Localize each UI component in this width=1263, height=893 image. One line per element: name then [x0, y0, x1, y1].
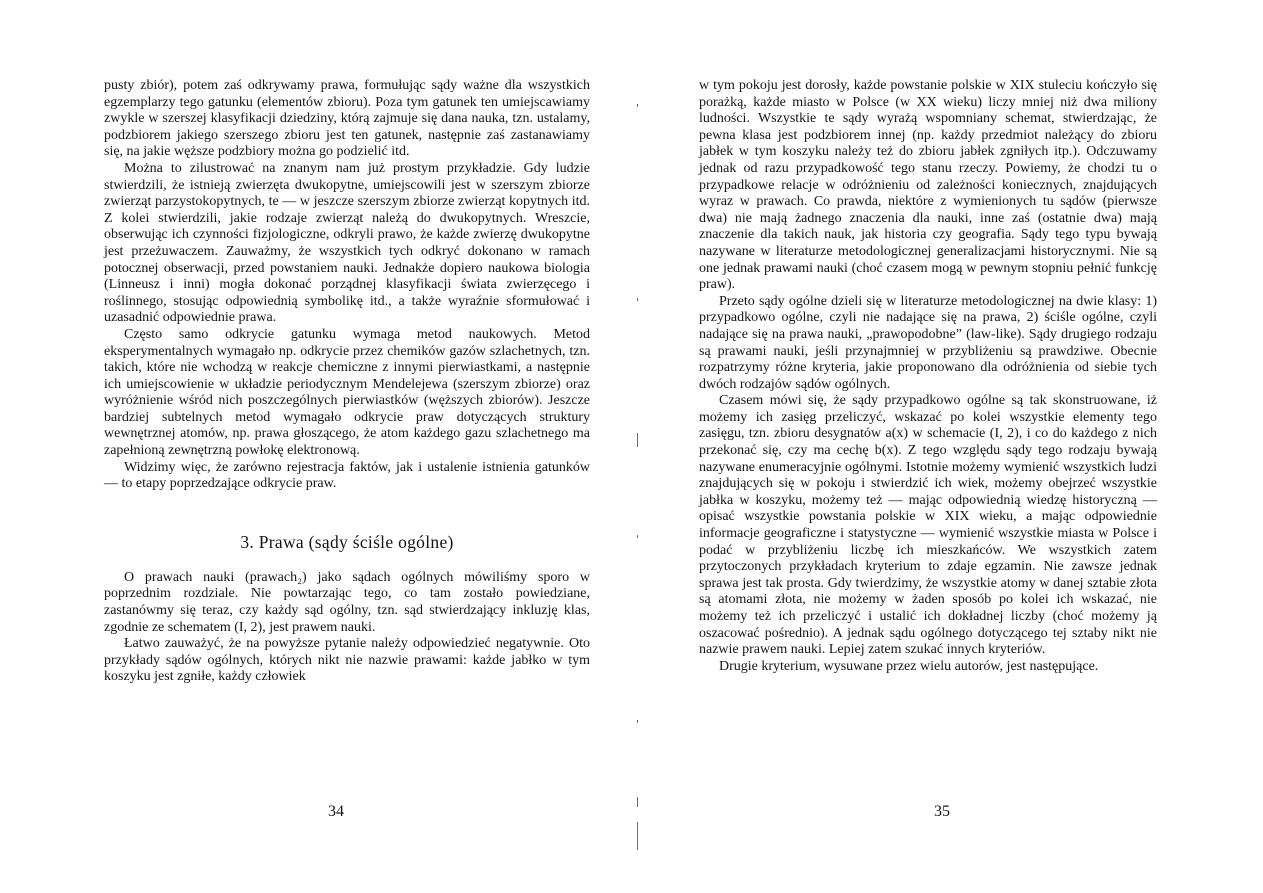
- left-page-body: [104, 78, 590, 686]
- right-paragraph-4: Drugie kryterium, wysuwane przez wielu autorów, jest następujące.: [719, 658, 1099, 674]
- gutter-line: [637, 822, 638, 850]
- left-paragraph-6: Łatwo zauważyć, że na powyższe pytanie należy odpowiedzieć negatywnie. Oto przykłady sądów ogólnych, których nikt nie nazwie prawami: każde jabłko w tym koszyku jest zgniłe, każdy człowiek: [104, 636, 590, 685]
- left-paragraph-2: Można to zilustrować na znanym nam już prostym przykładzie. Gdy ludzie stwierdzili, że istnieją zwierzęta dwukopytne, umiejscowili jest w szerszym zbiorze zwierząt parzystokopytnych, te — w jeszcze szerszym zbiorze zwierząt kopytnych itd. Z kolei stwierdzili, jakie rodzaje zwierząt należą do dwukopytnych. Wreszcie, obserwując ich czynności fizjologiczne, odkryli prawo, że każde zwierzę dwukopytne jest przeżuwaczem. Zauważmy, że wszystkich tych odkryć dokonano w ramach potocznej obserwacji, przed powstaniem nauki. Jednakże dopiero naukowa biologia (Linneusz i inni) mogła dokonać porządnej klasyfikacji świata zwierzęcego i roślinnego, stosując odpowiednią symbolikę itd., a także wyraźnie sformułować i uzasadnić odpowiednie prawa.: [104, 160, 590, 326]
- left-page: [104, 78, 590, 686]
- gutter-mark: [637, 433, 638, 447]
- gutter-mark: [637, 797, 638, 807]
- gutter-mark: [637, 104, 638, 107]
- right-page: [699, 78, 1157, 675]
- left-paragraph-4: Widzimy więc, że zarówno rejestracja faktów, jak i ustalenie istnienia gatunków — to etapy poprzedzające odkrycie praw.: [104, 459, 590, 492]
- section-heading: 3. Prawa (sądy ściśle ogólne): [240, 531, 454, 552]
- right-paragraph-3: Czasem mówi się, że sądy przypadkowo ogólne są tak skonstruowane, iż możemy ich zasięg przeliczyć, wskazać po kolei wszystkie elementy tego zasięgu, tzn. zbioru desygnatów a(x) w schemacie (I, 2), i co do każdego z nich przekonać się, czy ma cechę b(x). Z tego względu sądy tego rodzaju bywają nazywane enumeracyjnie ogólnymi. Istotnie możemy wymienić wszystkich ludzi znajdujących się w pokoju i stwierdzić ich wiek, możemy obejrzeć wszystkie jabłka w koszyku, możemy też — mając odpowiednią wiedzę historyczną — opisać wszystkie powstania polskie w XIX wieku, a mając odpowiednie informacje geograficzne i statystyczne — wymienić wszystkie miasta w Polsce i podać w przybliżeniu liczbę ich mieszkańców. We wszystkich zatem przytoczonych przykładach kryterium to zdaje egzamin. Nie zawsze jednak sprawa jest tak prosta. Gdy twierdzimy, że wszystkie atomy w danej sztabie złota są atomami złota, nie możemy w żaden sposób po kolei ich wskazać, nie możemy też ich przeliczyć i ustalić ich dokładnej liczby (choć możemy ją oszacować pośrednio). A jednak sądu ogólnego dotyczącego tej sztaby nikt nie nazwie prawem nauki. Lepiej zatem szukać innych kryteriów.: [699, 393, 1157, 658]
- left-paragraph-3: Często samo odkrycie gatunku wymaga metod naukowych. Metod eksperymentalnych wymagało np. odkrycie przez chemików gazów szlachetnych, tzn. takich, które nie wchodzą w reakcje chemiczne z innymi pierwiastkami, a następnie ich umiejscowienie w układzie periodycznym Mendelejewa (szerszym zbiorze) oraz wyróżnienie wśród nich poszczególnych pierwiastków (węższych zbiorów). Jeszcze bardziej subtelnych metod wymagało odkrycie praw dotyczących struktury wewnętrznej atomów, np. prawa głoszącego, że atom każdego gazu szlachetnego ma zapełnioną zewnętrzną powłokę elektronową.: [104, 326, 590, 459]
- left-page-number: 34: [328, 803, 344, 820]
- left-paragraph-5: O prawach nauki (prawach₂) jako sądach ogólnych mówiliśmy sporo w poprzednim rozdziale. Nie powtarzając tego, co tam zostało powiedziane, zastanówmy się teraz, czy każdy sąd ogólny, tzn. sąd stwierdzający inkluzję klas, zgodnie ze schematem (I, 2), jest prawem nauki.: [104, 569, 590, 635]
- gutter-mark: [637, 535, 638, 538]
- right-page-number: 35: [934, 803, 950, 820]
- left-paragraph-1: pusty zbiór), potem zaś odkrywamy prawa, formułując sądy ważne dla wszystkich egzemplarzy tego gatunku (elementów zbioru). Poza tym gatunek ten umiejscawiamy zwykle w szerszej klasyfikacji dziedziny, którą zajmuje się dana nauka, tzn. ustalamy, podzbiorem jakiego szerszego zbioru jest ten gatunek, następnie zaś zastanawiamy się, na jakie węższe podzbiory można go podzielić itd.: [104, 78, 590, 160]
- right-page-body: [699, 78, 1157, 675]
- right-paragraph-2: Przeto sądy ogólne dzieli się w literaturze metodologicznej na dwie klasy: 1) przypadkowo ogólne, czyli nie nadające się na prawa, 2) ściśle ogólne, czyli nadające się na prawa nauki, „prawopodobne” (law-like). Sądy drugiego rodzaju są prawami nauki, jeśli przynajmniej w przybliżeniu są prawdziwe. Obecnie rozpatrzymy różne kryteria, jakie proponowano dla odróżnienia od siebie tych dwóch rodzajów sądów ogólnych.: [699, 293, 1157, 392]
- gutter-mark: [637, 720, 638, 723]
- gutter-mark: [637, 298, 638, 301]
- right-paragraph-1: w tym pokoju jest dorosły, każde powstanie polskie w XIX stuleciu kończyło się porażką, każde miasto w Polsce (w XX wieku) liczy mniej niż dwa miliony ludności. Wszystkie te sądy wyrażą wspomniany schemat, stwierdzając, że pewna klasa jest podzbiorem innej (np. każdy przedmiot należący do zbioru jabłek w tym koszyku należy też do zbioru jabłek zgniłych itp.). Odczuwamy jednak od razu przypadkowość tego stanu rzeczy. Powiemy, że chodzi tu o przypadkowe relacje w odróżnieniu od zależności koniecznych, znajdujących wyraz w prawach. Co prawda, niektóre z wymienionych tu sądów (pierwsze dwa) nie mają żadnego znaczenia dla nauki, inne zaś (ostatnie dwa) mają znaczenie dla takich nauk, jak historia czy geografia. Sądy tego typu bywają nazywane w literaturze metodologicznej generalizacjami historycznymi. Nie są one jednak prawami nauki (choć czasem mogą w pewnym stopniu pełnić funkcję praw).: [699, 78, 1157, 293]
